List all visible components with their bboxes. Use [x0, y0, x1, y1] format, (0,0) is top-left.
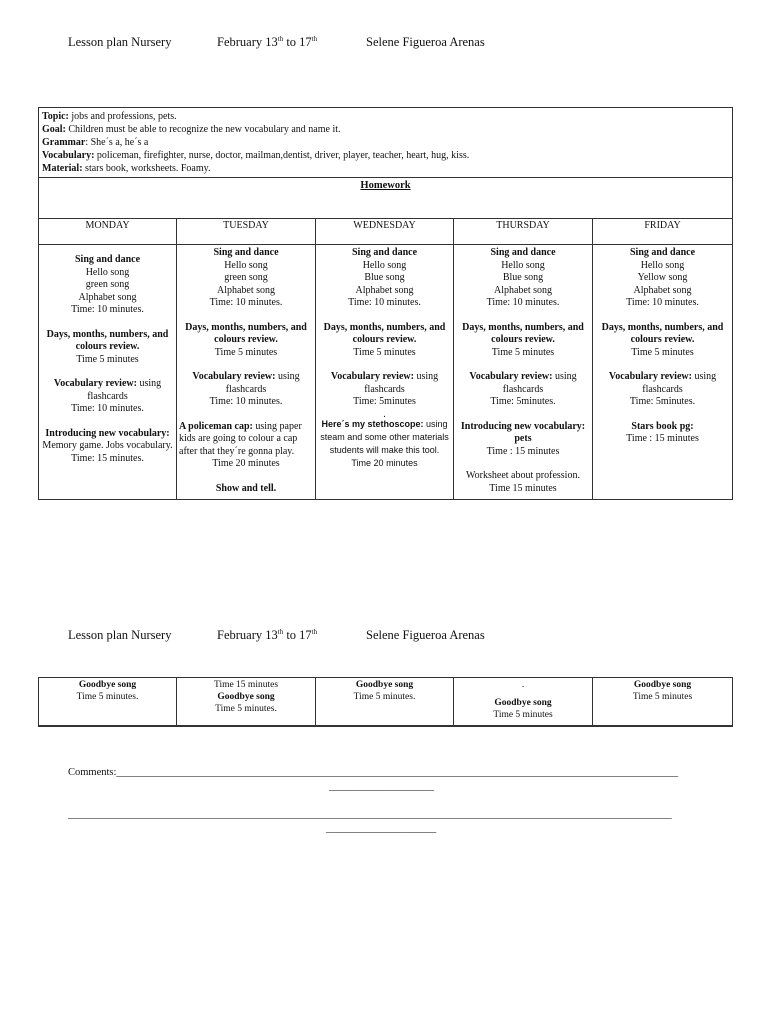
- sing-block: Sing and dance Hello song Blue song Alphabet song Time: 10 minutes.: [348, 247, 421, 308]
- sing-block: Sing and dance Hello song green song Alphabet song Time: 10 minutes.: [71, 254, 144, 315]
- comments-line-2: ___________________________________________________________________________________________________________________: [68, 809, 672, 820]
- comments-line-2b: _____________________: [326, 823, 437, 834]
- header-title: Lesson plan Nursery: [68, 35, 172, 49]
- activities-monday: [39, 245, 177, 500]
- grammar-line: Grammar: She´s a, he´s a: [42, 137, 149, 148]
- empty-cell: [39, 726, 177, 727]
- vocab-block: Vocabulary review: using flashcards Time: 5minutes.: [469, 371, 577, 407]
- vocabulary-line: Vocabulary: policeman, firefighter, nurse, doctor, mailman,dentist, driver, player, teacher, heart, hug, kiss.: [42, 150, 470, 161]
- empty-cell: [316, 726, 454, 727]
- show-tell-block: Show and tell.: [215, 482, 277, 494]
- comments-section: [68, 766, 708, 836]
- goodbye-tuesday: Time 15 minutes Goodbye song Time 5 minutes.: [177, 678, 316, 726]
- day-header-tuesday: TUESDAY: [177, 219, 316, 245]
- header-title: Lesson plan Nursery: [68, 628, 172, 642]
- review-block: Days, months, numbers, and colours review. Time 5 minutes: [46, 328, 169, 365]
- material-line: Material: stars book, worksheets. Foamy.: [42, 163, 211, 174]
- page2-header: [68, 628, 708, 646]
- lesson-plan-table: [38, 107, 733, 500]
- goodbye-thursday: . Goodbye song Time 5 minutes: [454, 678, 593, 726]
- topic-line: Topic: jobs and professions, pets.: [42, 111, 177, 122]
- header-dates: February 13th to 17th: [217, 34, 318, 49]
- comments-line-1b: ____________________: [329, 781, 434, 792]
- goodbye-wednesday: Goodbye song Time 5 minutes.: [316, 678, 454, 726]
- stethoscope-block: Here´s my stethoscope: using steam and some other materials students will make this tool. Time 20 minutes: [320, 419, 449, 468]
- cap-block: A policeman cap: using paper kids are going to colour a cap after that they´re gonna play. Time 20 minutes: [179, 420, 302, 469]
- day-header-friday: FRIDAY: [593, 219, 733, 245]
- vocab-block: Vocabulary review: using flashcards Time: 5minutes .: [330, 371, 439, 420]
- page-header: [68, 35, 708, 53]
- vocab-block: Vocabulary review: using flashcards Time: 10 minutes.: [53, 378, 162, 414]
- goal-line: Goal: Children must be able to recognize the new vocabulary and name it.: [42, 124, 341, 135]
- empty-cell: [454, 726, 593, 727]
- lesson-plan-continued-table: [38, 677, 733, 727]
- header-teacher: Selene Figueroa Arenas: [366, 35, 485, 49]
- activities-thursday: [454, 245, 593, 500]
- review-block: Days, months, numbers, and colours review. Time 5 minutes: [185, 321, 307, 358]
- worksheet-block: Worksheet about profession. Time 15 minutes: [466, 470, 580, 494]
- empty-cell: [593, 726, 733, 727]
- review-block: Days, months, numbers, and colours review. Time 5 minutes: [462, 321, 584, 358]
- vocab-block: Vocabulary review: using flashcards Time: 10 minutes.: [192, 371, 300, 407]
- activities-friday: [593, 245, 733, 500]
- homework-row: [39, 178, 733, 219]
- goodbye-monday: Goodbye song Time 5 minutes.: [39, 678, 177, 726]
- activities-wednesday: [316, 245, 454, 500]
- day-header-thursday: THURSDAY: [454, 219, 593, 245]
- header-teacher: Selene Figueroa Arenas: [366, 628, 485, 642]
- homework-heading: Homework: [360, 180, 411, 191]
- review-block: Days, months, numbers, and colours review. Time 5 minutes: [601, 321, 724, 358]
- comments-label: Comments:: [68, 767, 117, 778]
- intro-block: Introducing new vocabulary: pets Time : 15 minutes: [460, 420, 586, 457]
- stars-block: Stars book pg: Time : 15 minutes: [626, 420, 699, 444]
- review-block: Days, months, numbers, and colours review. Time 5 minutes: [323, 321, 446, 358]
- empty-cell: [177, 726, 316, 727]
- comments-line-1: Comments:___________________________________________________________________________________________________________: [68, 767, 679, 778]
- activities-tuesday: [177, 245, 316, 500]
- day-header-wednesday: WEDNESDAY: [316, 219, 454, 245]
- sing-block: Sing and dance Hello song Blue song Alphabet song Time: 10 minutes.: [486, 247, 560, 308]
- lesson-info: [39, 108, 733, 178]
- intro-block: Introducing new vocabulary: Memory game. Jobs vocabulary. Time: 15 minutes.: [42, 427, 173, 464]
- sing-block: Sing and dance Hello song Yellow song Alphabet song Time: 10 minutes.: [626, 247, 699, 308]
- sing-block: Sing and dance Hello song green song Alphabet song Time: 10 minutes.: [209, 247, 283, 308]
- header-dates: February 13th to 17th: [217, 627, 318, 642]
- goodbye-friday: Goodbye song Time 5 minutes: [593, 678, 733, 726]
- day-header-monday: MONDAY: [39, 219, 177, 245]
- vocab-block: Vocabulary review: using flashcards Time: 5minutes.: [608, 371, 717, 407]
